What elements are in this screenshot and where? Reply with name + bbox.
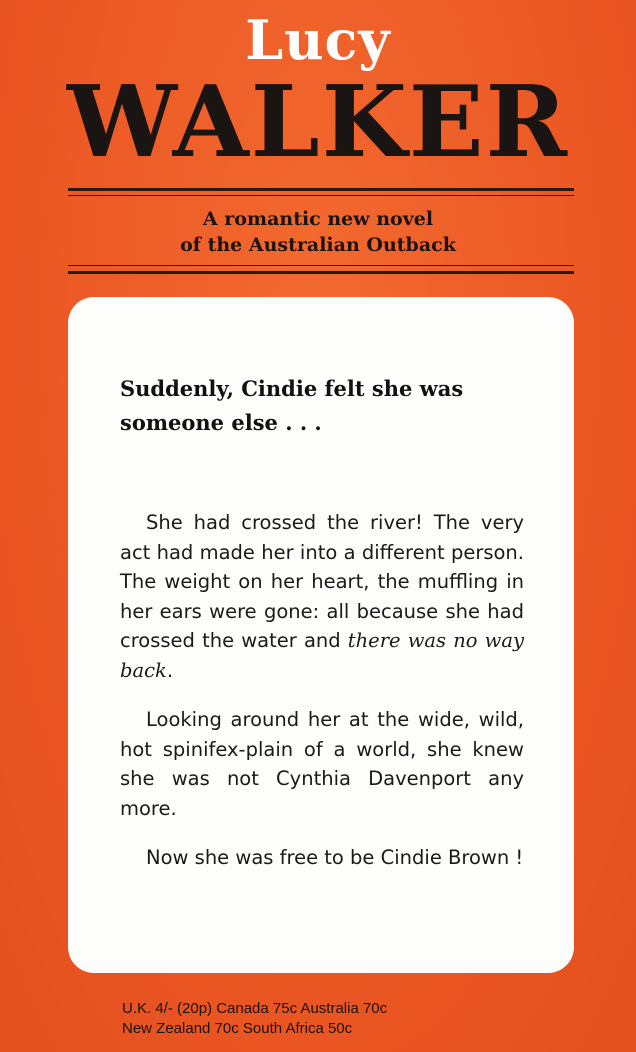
blurb-paragraph-1 [120,508,524,685]
price-line-2: New Zealand 70c South Africa 50c [122,1020,353,1037]
paragraph-1-italic: there was no way back [120,629,524,682]
tagline-line-1: A romantic new novel [202,208,434,230]
blurb-body [120,508,524,893]
headline-line-1: Suddenly, Cindie felt she was [120,376,464,401]
author-last-name: WALKER [66,65,570,180]
headline-line-2: someone else . . . [120,410,322,435]
top-rule-thin [68,195,574,196]
paragraph-1-text: She had crossed the river! The very act had made her into a different person. The weight on her heart, the muffling in her ears were gone: all because she had crossed the water and [120,511,524,652]
top-rule-thick [68,188,574,191]
blurb-headline [120,372,530,440]
blurb-paragraph-2: Looking around her at the wide, wild, hot spinifex-plain of a world, she knew she was not Cynthia Davenport any more. [120,708,524,820]
author-first-name: Lucy [245,8,391,72]
tagline [0,206,636,258]
paragraph-1-end: . [166,658,174,682]
blurb-paragraph-3: Now she was free to be Cindie Brown ! [146,846,524,869]
bottom-rule-thick [68,271,574,274]
tagline-line-2: of the Australian Outback [180,234,456,256]
bottom-rule-thin [68,265,574,266]
price-line-1: U.K. 4/- (20p) Canada 75c Australia 70c [122,1000,388,1017]
price-list [122,999,387,1039]
